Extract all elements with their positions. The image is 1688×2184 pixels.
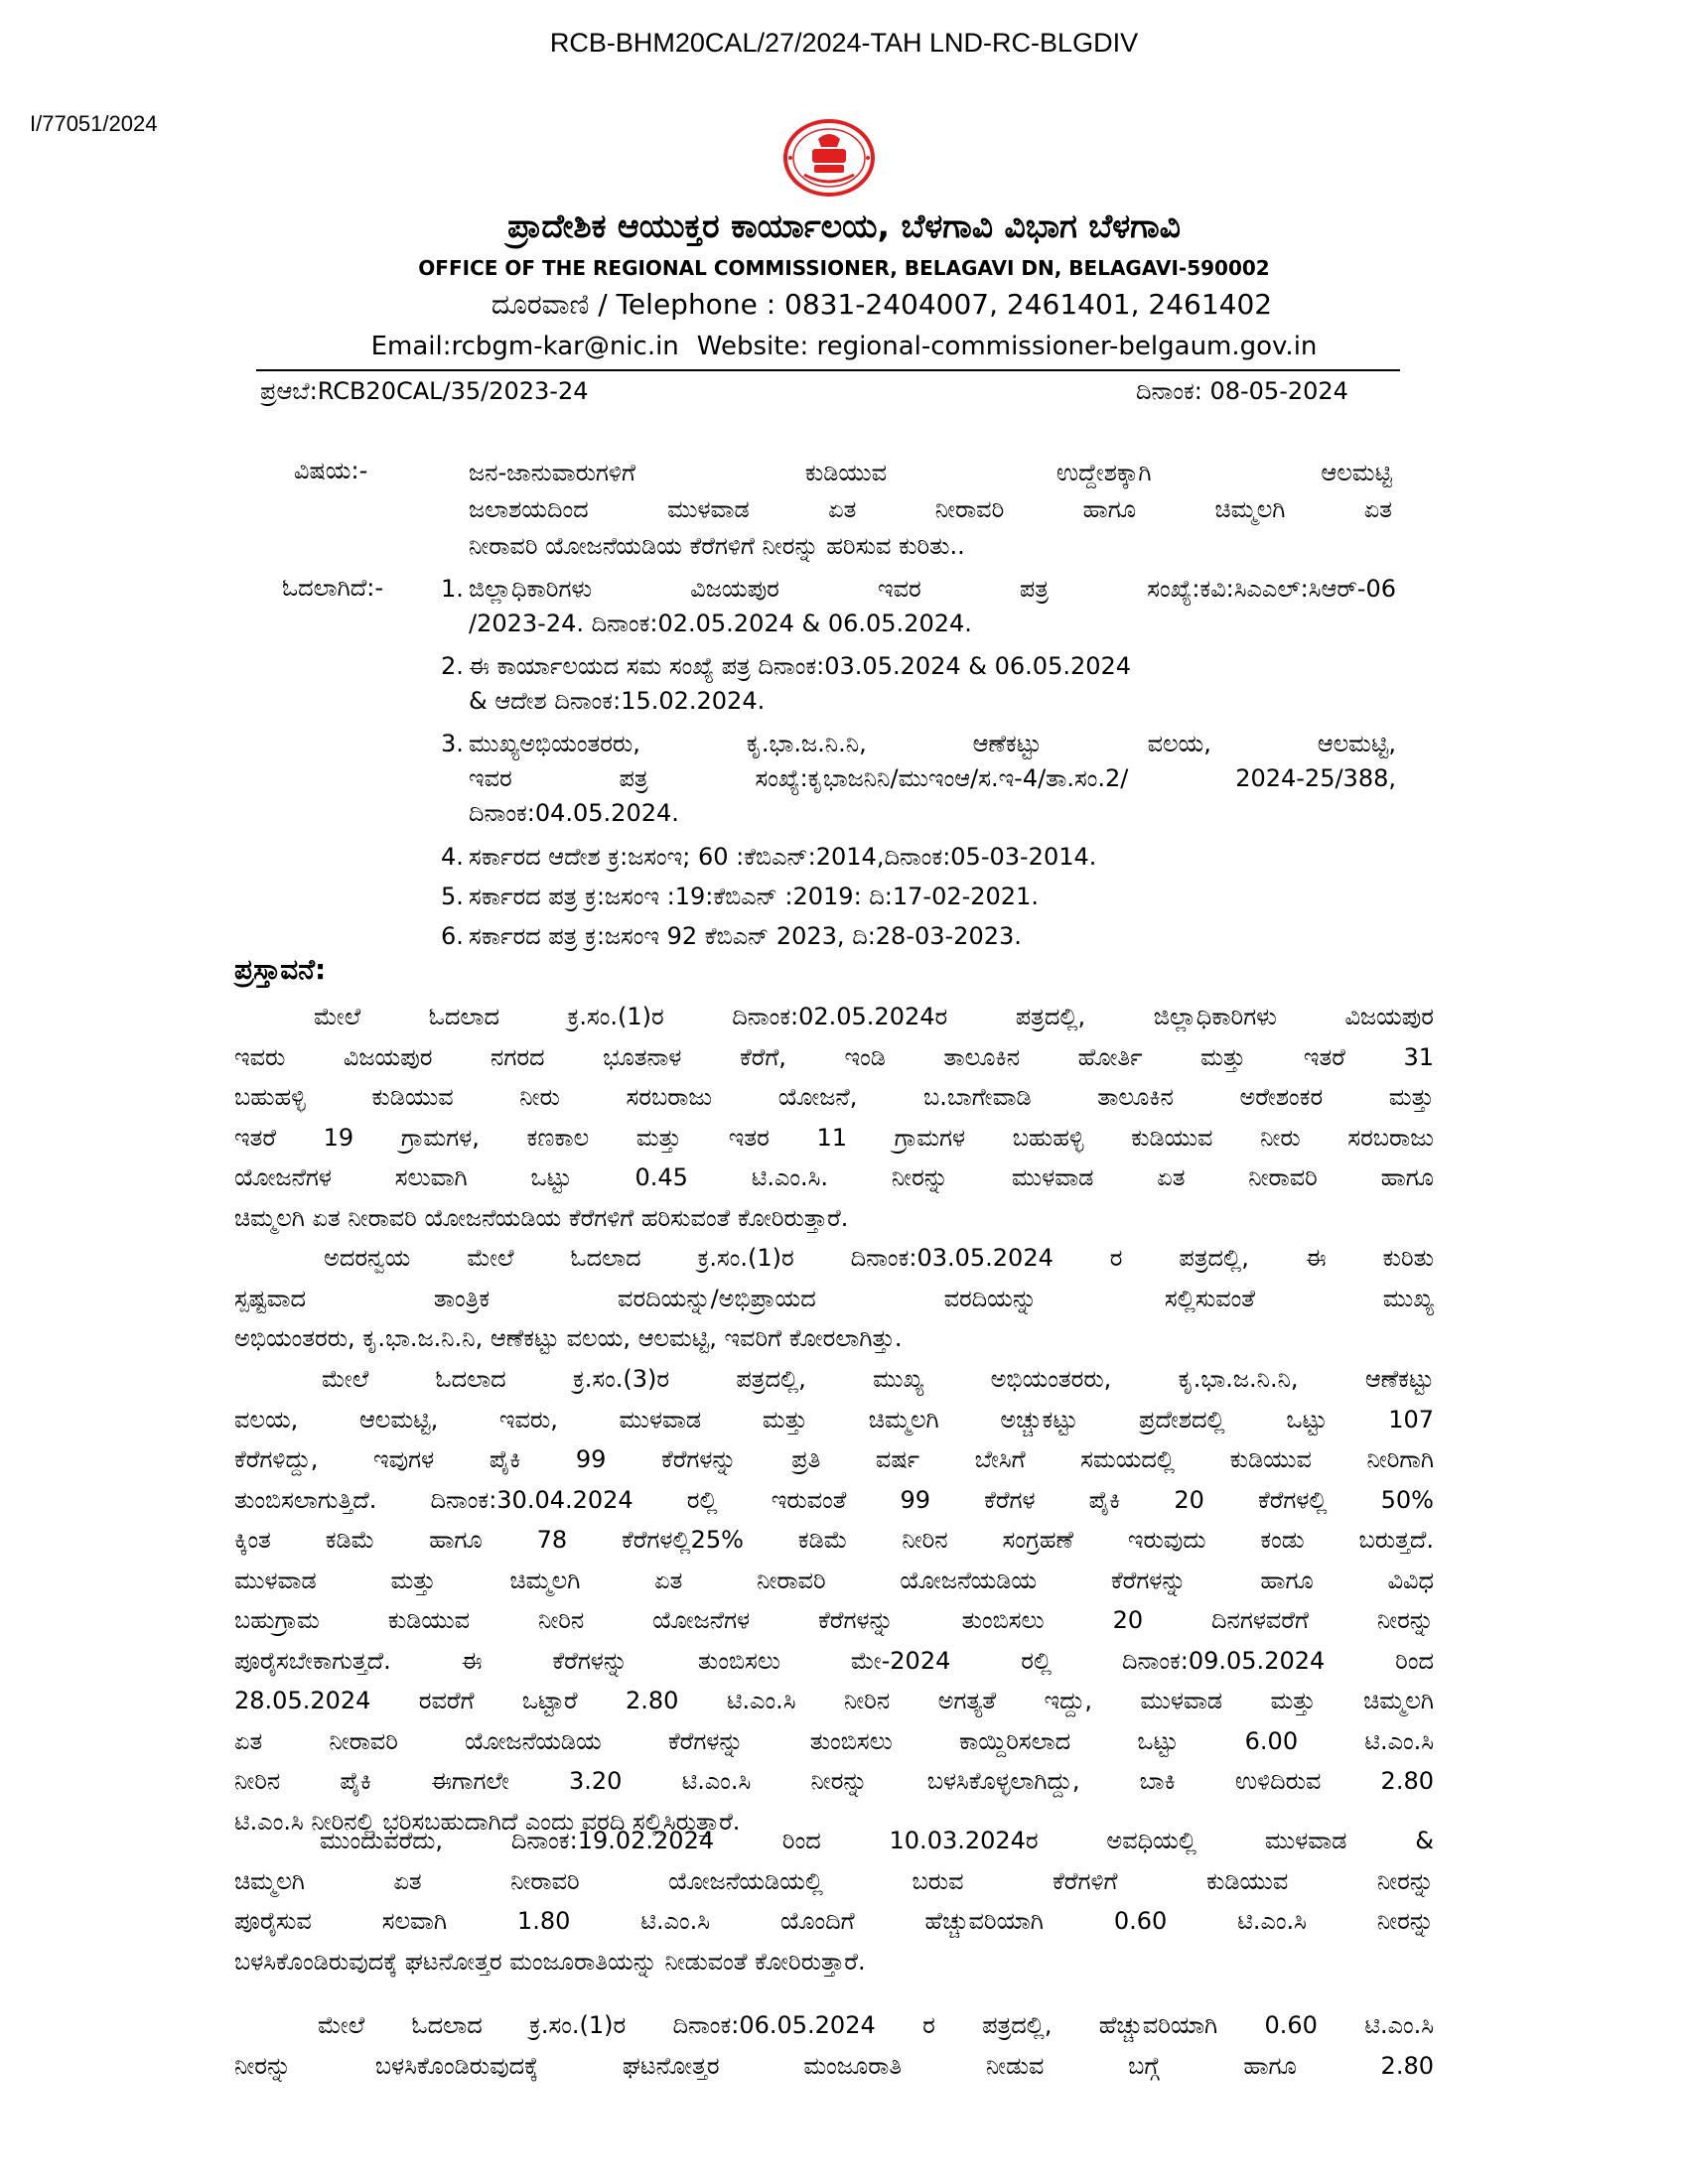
subject-text — [469, 455, 1392, 565]
inward-number: I/77051/2024 — [30, 111, 158, 136]
paragraph-line: ಸ್ಪಷ್ಟವಾದ ತಾಂತ್ರಿಕ ವರದಿಯನ್ನು/ಅಭಿಪ್ರಾಯದ ವರದಿಯನ್ನು ಸಲ್ಲಿಸುವಂತೆ ಮುಖ್ಯ — [234, 1284, 1434, 1312]
reference-line: ಜಿಲ್ಲಾಧಿಕಾರಿಗಳು ವಿಜಯಪುರ ಇವರ ಪತ್ರ ಸಂಖ್ಯೆ:ಕವಿ:ಸಿಎಎಲ್:ಸಿಆರ್-06 — [469, 575, 1396, 603]
paragraph-line: ಕ್ಕಿಂತ ಕಡಿಮೆ ಹಾಗೂ 78 ಕೆರೆಗಳಲ್ಲಿ25% ಕಡಿಮೆ ನೀರಿನ ಸಂಗ್ರಹಣೆ ಇರುವುದು ಕಂಡು ಬರುತ್ತದೆ. — [234, 1526, 1434, 1554]
paragraph-line: ಪೂರೈಸುವ ಸಲವಾಗಿ 1.80 ಟಿ.ಎಂ.ಸಿ ಯೊಂದಿಗೆ ಹೆಚ್ಚುವರಿಯಾಗಿ 0.60 ಟಿ.ಎಂ.ಸಿ ನೀರನ್ನು — [234, 1907, 1434, 1935]
paragraph-line: 28.05.2024 ರವರೆಗೆ ಒಟ್ಟಾರೆ 2.80 ಟಿ.ಎಂ.ಸಿ ನೀರಿನ ಅಗತ್ಯತೆ ಇದ್ದು, ಮುಳವಾಡ ಮತ್ತು ಚಿಮ್ಮಲಗಿ — [234, 1687, 1434, 1714]
paragraph-line: ನೀರಿನ ಪೈಕಿ ಈಗಾಗಲೇ 3.20 ಟಿ.ಎಂ.ಸಿ ನೀರನ್ನು ಬಳಸಿಕೊಳ್ಳಲಾಗಿದ್ದು, ಬಾಕಿ ಉಳಿದಿರುವ 2.80 — [234, 1767, 1434, 1795]
reference-line: ಸರ್ಕಾರದ ಪತ್ರ ಕ್ರ:ಜಸಂಇ 92 ಕೆಬಿಎನ್ 2023, ದಿ:28-03-2023. — [469, 922, 1022, 950]
paragraph-line: ಟಿ.ಎಂ.ಸಿ ನೀರಿನಲ್ಲಿ ಭರಿಸಬಹುದಾಗಿದೆ ಎಂದು ವರದಿ ಸಲ್ಲಿಸಿರುತ್ತಾರೆ. — [234, 1807, 741, 1836]
office-name-english: OFFICE OF THE REGIONAL COMMISSIONER, BELAGAVI DN, BELAGAVI-590002 — [418, 256, 1270, 280]
paragraph-line: ಅದರನ್ವಯ ಮೇಲೆ ಓದಲಾದ ಕ್ರ.ಸಂ.(1)ರ ದಿನಾಂಕ:03.05.2024 ರ ಪತ್ರದಲ್ಲಿ, ಈ ಕುರಿತು — [324, 1244, 1434, 1272]
paragraph — [234, 1359, 1434, 1842]
karnataka-emblem-icon — [774, 117, 884, 199]
references-label: ಓದಲಾಗಿದೆ:- — [282, 574, 383, 602]
paragraph — [234, 1821, 1434, 1981]
reference-item — [441, 880, 1396, 914]
reference-line: ಸರ್ಕಾರದ ಪತ್ರ ಕ್ರ:ಜಸಂಇ :19:ಕೆಬಿಎನ್ :2019: ದಿ:17-02-2021. — [469, 883, 1039, 910]
paragraph-line: ಇವರು ವಿಜಯಪುರ ನಗರದ ಭೂತನಾಳ ಕೆರೆಗೆ, ಇಂಡಿ ತಾಲೂಕಿನ ಹೋರ್ತಿ ಮತ್ತು ಇತರೆ 31 — [234, 1042, 1434, 1071]
file-reference: RCB-BHM20CAL/27/2024-TAH LND-RC-BLGDIV — [549, 28, 1139, 58]
telephone-text: ದೂರವಾಣಿ / Telephone : 0831-2404007, 2461401, 2461402 — [491, 288, 1273, 321]
subject-line: ನೀರಾವರಿ ಯೋಜನೆಯಡಿಯ ಕೆರೆಗಳಿಗೆ ನೀರನ್ನು ಹರಿಸುವ ಕುರಿತು.. — [469, 532, 965, 560]
contact-line — [0, 332, 1688, 361]
reference-number-label: 1. — [441, 575, 464, 603]
paragraph-line: ತುಂಬಿಸಲಾಗುತ್ತಿದೆ. ದಿನಾಂಕ:30.04.2024 ರಲ್ಲಿ ಇರುವಂತೆ 99 ಕೆರೆಗಳ ಪೈಕಿ 20 ಕೆರೆಗಳಲ್ಲಿ 50% — [234, 1485, 1434, 1514]
paragraph-line: ಬಹುಹಳ್ಳಿ ಕುಡಿಯುವ ನೀರು ಸರಬರಾಜು ಯೋಜನೆ, ಬ.ಬಾಗೇವಾಡಿ ತಾಲೂಕಿನ ಅರೇಶಂಕರ ಮತ್ತು — [234, 1083, 1434, 1111]
reference-line: ಈ ಕಾರ್ಯಾಲಯದ ಸಮ ಸಂಖ್ಯೆ ಪತ್ರ ದಿನಾಂಕ:03.05.2024 & 06.05.2024 — [469, 652, 1132, 680]
paragraph — [234, 2005, 1434, 2086]
reference-item — [441, 649, 1396, 719]
paragraph-line: ವಲಯ, ಆಲಮಟ್ಟಿ, ಇವರು, ಮುಳವಾಡ ಮತ್ತು ಚಿಮ್ಮಲಗಿ ಅಚ್ಚುಕಟ್ಟು ಪ್ರದೇಶದಲ್ಲಿ ಒಟ್ಟು 107 — [234, 1405, 1434, 1433]
reference-line: ಮುಖ್ಯಅಭಿಯಂತರರು, ಕೃ.ಭಾ.ಜ.ನಿ.ನಿ, ಆಣೆಕಟ್ಟು ವಲಯ, ಆಲಮಟ್ಟಿ, — [469, 730, 1396, 757]
reference-item — [441, 919, 1396, 954]
reference-line: & ಆದೇಶ ದಿನಾಂಕ:15.02.2024. — [469, 687, 766, 715]
paragraph-line: ಯೋಜನೆಗಳ ಸಲುವಾಗಿ ಒಟ್ಟು 0.45 ಟಿ.ಎಂ.ಸಿ. ನೀರನ್ನು ಮುಳವಾಡ ಏತ ನೀರಾವರಿ ಹಾಗೂ — [234, 1163, 1434, 1191]
paragraph-line: ಮೇಲೆ ಓದಲಾದ ಕ್ರ.ಸಂ.(1)ರ ದಿನಾಂಕ:02.05.2024ರ ಪತ್ರದಲ್ಲಿ, ಜಿಲ್ಲಾಧಿಕಾರಿಗಳು ವಿಜಯಪುರ — [314, 1003, 1434, 1030]
paragraph-line: ಚಿಮ್ಮಲಗಿ ಏತ ನೀರಾವರಿ ಯೋಜನೆಯಡಿಯ ಕೆರೆಗಳಿಗೆ ಹರಿಸುವಂತೆ ಕೋರಿರುತ್ತಾರೆ. — [234, 1203, 849, 1232]
header-divider — [256, 369, 1400, 371]
preamble-heading: ಪ್ರಸ್ತಾವನೆ: — [234, 953, 327, 986]
reference-item — [441, 840, 1396, 875]
subject-label: ವಿಷಯ:- — [294, 457, 368, 484]
paragraph-line: ಮೇಲೆ ಓದಲಾದ ಕ್ರ.ಸಂ.(1)ರ ದಿನಾಂಕ:06.05.2024 ರ ಪತ್ರದಲ್ಲಿ, ಹೆಚ್ಚುವರಿಯಾಗಿ 0.60 ಟಿ.ಎಂ.ಸಿ — [318, 2011, 1434, 2039]
paragraph-line: ಬಹುಗ್ರಾಮ ಕುಡಿಯುವ ನೀರಿನ ಯೋಜನೆಗಳ ಕೆರೆಗಳನ್ನು ತುಂಬಿಸಲು 20 ದಿನಗಳವರೆಗೆ ನೀರನ್ನು — [234, 1606, 1434, 1634]
paragraph-line: ಚಿಮ್ಮಲಗಿ ಏತ ನೀರಾವರಿ ಯೋಜನೆಯಡಿಯಲ್ಲಿ ಬರುವ ಕೆರೆಗಳಿಗೆ ಕುಡಿಯುವ ನೀರನ್ನು — [234, 1866, 1434, 1895]
subject-line: ಜಲಾಶಯದಿಂದ ಮುಳವಾಡ ಏತ ನೀರಾವರಿ ಹಾಗೂ ಚಿಮ್ಮಲಗಿ ಏತ — [469, 495, 1392, 523]
paragraph-line: ಅಭಿಯಂತರರು, ಕೃ.ಭಾ.ಜ.ನಿ.ನಿ, ಆಣೆಕಟ್ಟು ವಲಯ, ಆಲಮಟ್ಟಿ, ಇವರಿಗೆ ಕೋರಲಾಗಿತ್ತು. — [234, 1324, 903, 1352]
office-name-kannada: ಪ್ರಾದೇಶಿಕ ಆಯುಕ್ತರ ಕಾರ್ಯಾಲಯ, ಬೆಳಗಾವಿ ವಿಭಾಗ ಬೆಳಗಾವಿ — [507, 206, 1181, 245]
paragraph — [234, 997, 1434, 1238]
reference-item — [441, 572, 1396, 641]
paragraph-line: ಮುಳವಾಡ ಮತ್ತು ಚಿಮ್ಮಲಗಿ ಏತ ನೀರಾವರಿ ಯೋಜನೆಯಡಿಯ ಕೆರೆಗಳನ್ನು ಹಾಗೂ ವಿವಿಧ — [234, 1566, 1434, 1594]
paragraph-line: ಏತ ನೀರಾವರಿ ಯೋಜನೆಯಡಿಯ ಕೆರೆಗಳನ್ನು ತುಂಬಿಸಲು ಕಾಯ್ದಿರಿಸಲಾದ ಒಟ್ಟು 6.00 ಟಿ.ಎಂ.ಸಿ — [234, 1726, 1434, 1755]
reference-line: /2023-24. ದಿನಾಂಕ:02.05.2024 & 06.05.2024. — [469, 610, 972, 637]
paragraph-line: ಮೇಲೆ ಓದಲಾದ ಕ್ರ.ಸಂ.(3)ರ ಪತ್ರದಲ್ಲಿ, ಮುಖ್ಯ ಅಭಿಯಂತರರು, ಕೃ.ಭಾ.ಜ.ನಿ.ನಿ, ಆಣೆಕಟ್ಟು — [322, 1365, 1434, 1393]
reference-line: ದಿನಾಂಕ:04.05.2024. — [469, 799, 679, 827]
reference-number-label: 5. — [441, 883, 464, 910]
reference-number-label: 2. — [441, 652, 464, 680]
telephone-line — [0, 288, 1688, 322]
reference-line: ಇವರ ಪತ್ರ ಸಂಖ್ಯೆ:ಕೃಭಾಜನಿನಿ/ಮುಇಂಆ/ಸ.ಇ-4/ತಾ.ಸಂ.2/ 2024-25/388, — [469, 764, 1396, 792]
reference-number-label: 3. — [441, 730, 464, 757]
paragraph-line: ಪೂರೈಸಬೇಕಾಗುತ್ತದೆ. ಈ ಕೆರೆಗಳನ್ನು ತುಂಬಿಸಲು ಮೇ-2024 ರಲ್ಲಿ ದಿನಾಂಕ:09.05.2024 ರಿಂದ — [234, 1646, 1434, 1675]
reference-line: ಸರ್ಕಾರದ ಆದೇಶ ಕ್ರ:ಜಸಂಇ; 60 :ಕೆಬಿಎನ್:2014,ದಿನಾಂಕ:05-03-2014. — [469, 843, 1097, 871]
reference-item — [441, 727, 1396, 831]
website-text: Website: regional-commissioner-belgaum.gov.in — [696, 332, 1318, 361]
paragraph-line: ನೀರನ್ನು ಬಳಸಿಕೊಂಡಿರುವುದಕ್ಕೆ ಘಟನೋತ್ತರ ಮಂಜೂರಾತಿ ನೀಡುವ ಬಗ್ಗೆ ಹಾಗೂ 2.80 — [234, 2051, 1434, 2080]
subject-line: ಜನ-ಜಾನುವಾರುಗಳಿಗೆ ಕುಡಿಯುವ ಉದ್ದೇಶಕ್ಕಾಗಿ ಆಲಮಟ್ಟಿ — [469, 459, 1392, 486]
letter-date: ದಿನಾಂಕ: 08-05-2024 — [1136, 377, 1348, 405]
paragraph — [234, 1238, 1434, 1359]
paragraph-line: ಇತರೆ 19 ಗ್ರಾಮಗಳ, ಕಣಕಾಲ ಮತ್ತು ಇತರ 11 ಗ್ರಾಮಗಳ ಬಹುಹಳ್ಳಿ ಕುಡಿಯುವ ನೀರು ಸರಬರಾಜು — [234, 1123, 1434, 1152]
paragraph-line: ಕೆರೆಗಳಿದ್ದು, ಇವುಗಳ ಪೈಕಿ 99 ಕೆರೆಗಳನ್ನು ಪ್ರತಿ ವರ್ಷ ಬೇಸಿಗೆ ಸಮಯದಲ್ಲಿ ಕುಡಿಯುವ ನೀರಿಗಾಗಿ — [234, 1445, 1434, 1473]
paragraph-line: ಬಳಸಿಕೊಂಡಿರುವುದಕ್ಕೆ ಘಟನೋತ್ತರ ಮಂಜೂರಾತಿಯನ್ನು ನೀಡುವಂತೆ ಕೋರಿರುತ್ತಾರೆ. — [234, 1947, 866, 1976]
paragraph-line: ಮುಂದುವರೆದು, ದಿನಾಂಕ:19.02.2024 ರಿಂದ 10.03.2024ರ ಅವಧಿಯಲ್ಲಿ ಮುಳವಾಡ & — [320, 1827, 1434, 1854]
email-text: Email:rcbgm-kar@nic.in — [370, 332, 679, 361]
reference-number-label: 4. — [441, 843, 464, 871]
reference-number-label: 6. — [441, 922, 464, 950]
reference-number: ಪ್ರಆಬೆ:RCB20CAL/35/2023-24 — [260, 377, 589, 405]
